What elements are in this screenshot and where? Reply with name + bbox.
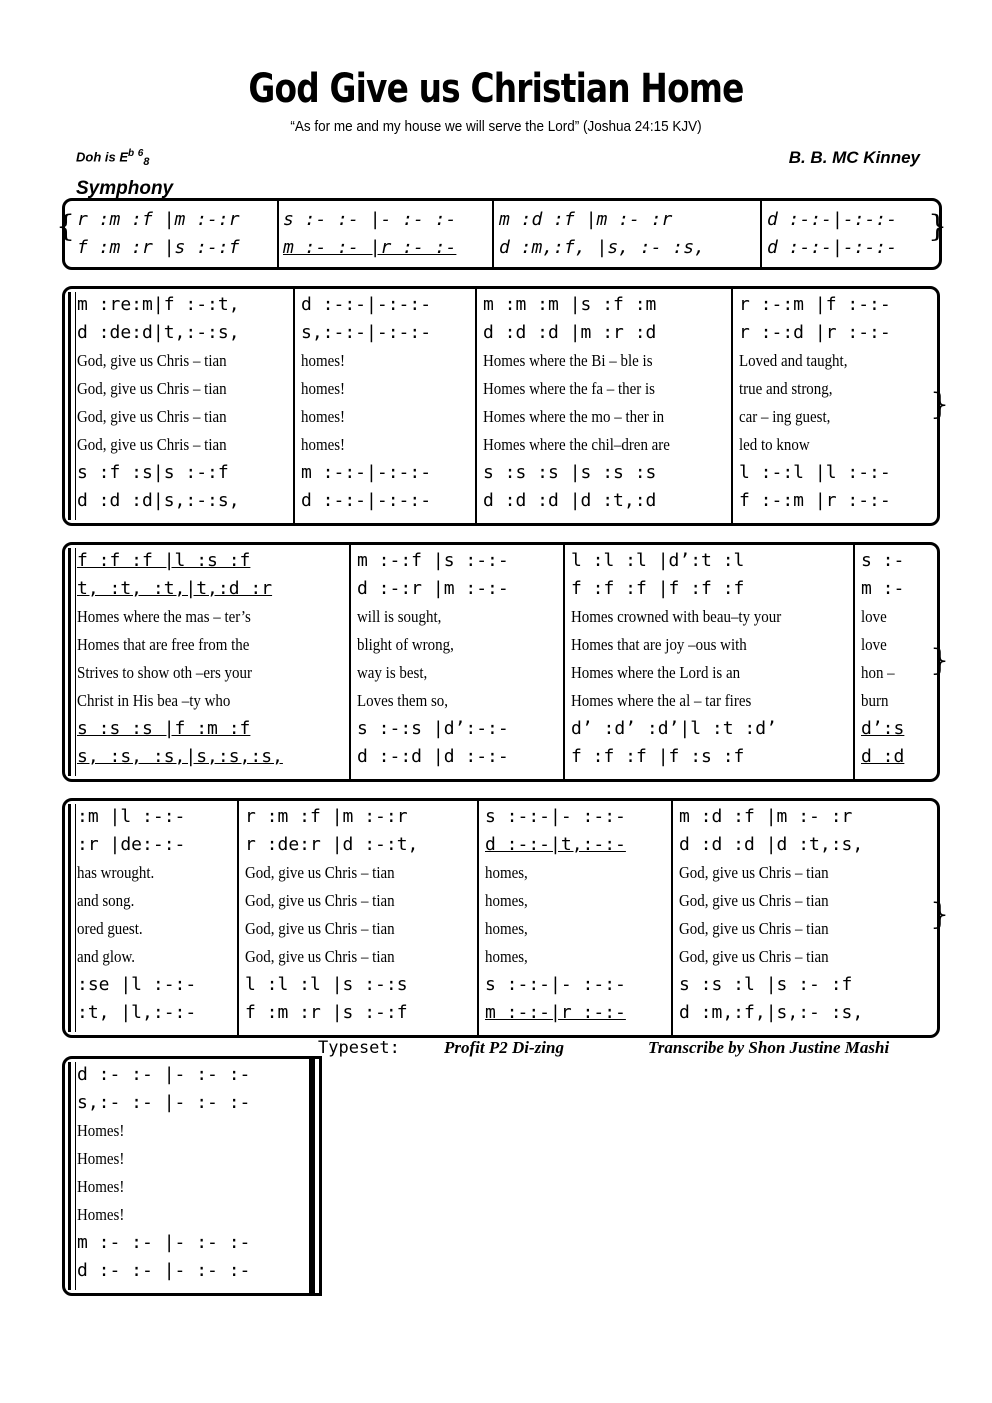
system-1-m3-tenor: s :s :s |s :s :s: [483, 462, 657, 483]
system-3-m4-verse-1: God, give us Chris – tian: [679, 863, 829, 882]
system-3-m4-bass: d :m,:f,|s,:- :s,: [679, 1002, 864, 1023]
system-2-m2-verse-1: will is sought,: [357, 607, 442, 626]
system-3-m4-soprano: m :d :f |m :- :r: [679, 806, 853, 827]
system-1-m3-bass: d :d :d |d :t,:d: [483, 490, 657, 511]
system-1-m2-bass: d :-:-|-:-:-: [301, 490, 432, 511]
system-2-m4-bass: d :d: [861, 746, 905, 767]
system-3-m4-verse-2: God, give us Chris – tian: [679, 891, 829, 910]
system-2-m4-soprano: s :-: [861, 550, 905, 571]
brace-right-1: }: [930, 387, 950, 422]
system-1-m3-verse-4: Homes where the chil–dren are: [483, 435, 670, 454]
system-3-m4-verse-3: God, give us Chris – tian: [679, 919, 829, 938]
system-3-m2-bass: f :m :r |s :-:f: [245, 1002, 408, 1023]
system-2-m4-alto: m :-: [861, 578, 905, 599]
system-2-m4-verse-4: burn: [861, 691, 889, 710]
system-1-m1-alto: d :de:d|t,:-:s,: [77, 322, 240, 343]
sym-bass-m2: m :- :- |r :- :-: [283, 237, 457, 258]
system-1-m3-alto: d :d :d |m :r :d: [483, 322, 657, 343]
system-1-m3-verse-1: Homes where the Bi – ble is: [483, 351, 653, 370]
system-1-m3-verse-2: Homes where the fa – ther is: [483, 379, 655, 398]
system-2-m2-alto: d :-:r |m :-:-: [357, 578, 509, 599]
brace-right-3: }: [930, 897, 950, 932]
system-4-m1-tenor: m :- :- |- :- :-: [77, 1232, 251, 1253]
system-2-m1-bass: s, :s, :s,|s,:s,:s,: [77, 746, 283, 767]
system-2-m1-alto: t, :t, :t,|t,:d :r: [77, 578, 273, 599]
system-1-m2-verse-1: homes!: [301, 351, 346, 370]
system-2-m3-verse-2: Homes that are joy –ous with: [571, 635, 747, 654]
system-1-m3-verse-3: Homes where the mo – ther in: [483, 407, 665, 426]
system-2-m1-verse-4: Christ in His bea –ty who: [77, 691, 231, 710]
system-2-m2-soprano: m :-:f |s :-:-: [357, 550, 509, 571]
typeset-name: Profit P2 Di-zing: [444, 1038, 564, 1057]
system-2-m3-verse-1: Homes crowned with beau–ty your: [571, 607, 782, 626]
composer: B. B. MC Kinney: [788, 148, 920, 167]
system-1-m1-verse-1: God, give us Chris – tian: [77, 351, 227, 370]
system-3: [62, 798, 940, 1038]
system-2-m1-verse-3: Strives to show oth –ers your: [77, 663, 252, 682]
system-2-m2-verse-3: way is best,: [357, 663, 428, 682]
system-2: [62, 542, 940, 782]
symphony-label: Symphony: [76, 178, 174, 199]
system-4-m1-alto: s,:- :- |- :- :-: [77, 1092, 251, 1113]
system-3-m3-verse-1: homes,: [485, 863, 528, 882]
system-3-m1-soprano: :m |l :-:-: [77, 806, 186, 827]
system-2-m3-bass: f :f :f |f :s :f: [571, 746, 745, 767]
system-1-m1-bass: d :d :d|s,:-:s,: [77, 490, 240, 511]
system-3-m1-alto: :r |de:-:-: [77, 834, 186, 855]
system-1-m2-tenor: m :-:-|-:-:-: [301, 462, 432, 483]
system-1-m1-verse-4: God, give us Chris – tian: [77, 435, 227, 454]
system-3-m3-alto: d :-:-|t,:-:-: [485, 834, 626, 855]
sym-soprano-m2: s :- :- |- :- :-: [283, 209, 457, 230]
system-2-m2-tenor: s :-:s |d’:-:-: [357, 718, 509, 739]
system-2-m4-tenor: d’:s: [861, 718, 905, 739]
system-3-m1-verse-3: ored guest.: [77, 919, 143, 938]
system-3-m3-bass: m :-:-|r :-:-: [485, 1002, 626, 1023]
system-1: [62, 286, 940, 526]
system-2-m4-verse-2: love: [861, 635, 887, 654]
symphony-system: [62, 198, 942, 270]
system-2-m3-alto: f :f :f |f :f :f: [571, 578, 745, 599]
system-2-m3-soprano: l :l :l |d’:t :l: [571, 550, 745, 571]
song-title: God Give us Christian Home: [248, 66, 744, 112]
system-3-m4-tenor: s :s :l |s :- :f: [679, 974, 853, 995]
system-2-m3-verse-3: Homes where the Lord is an: [571, 663, 741, 682]
brace-right-2: }: [930, 643, 950, 678]
system-2-m2-bass: d :-:d |d :-:-: [357, 746, 509, 767]
system-1-m4-verse-1: Loved and taught,: [739, 351, 848, 370]
system-1-m4-verse-2: true and strong,: [739, 379, 833, 398]
sym-soprano-m4: d :-:-|-:-:-: [767, 209, 898, 230]
key-signature: Doh is $E^b$ $^6_8$: [76, 148, 150, 168]
system-3-m2-tenor: l :l :l |s :-:s: [245, 974, 408, 995]
system-4-m1-verse-2: Homes!: [77, 1149, 125, 1168]
system-3-m2-verse-1: God, give us Chris – tian: [245, 863, 395, 882]
brace-left-sym: {: [56, 209, 76, 244]
system-1-m4-verse-3: car – ing guest,: [739, 407, 831, 426]
system-2-m2-verse-2: blight of wrong,: [357, 635, 454, 654]
system-2-m4-verse-1: love: [861, 607, 887, 626]
system-1-m2-alto: s,:-:-|-:-:-: [301, 322, 432, 343]
system-1-m4-soprano: r :-:m |f :-:-: [739, 294, 891, 315]
system-3-m3-soprano: s :-:-|- :-:-: [485, 806, 626, 827]
system-4-m1-soprano: d :- :- |- :- :-: [77, 1064, 251, 1085]
system-3-m1-bass: :t, |l,:-:-: [77, 1002, 197, 1023]
system-2-m3-tenor: d’ :d’ :d’|l :t :d’: [571, 718, 777, 739]
system-3-m4-alto: d :d :d |d :t,:s,: [679, 834, 864, 855]
system-3-m2-verse-4: God, give us Chris – tian: [245, 947, 395, 966]
transcriber: Transcribe by Shon Justine Mashi: [648, 1038, 890, 1057]
system-3-m3-tenor: s :-:-|- :-:-: [485, 974, 626, 995]
system-4-m1-verse-3: Homes!: [77, 1177, 125, 1196]
system-3-m2-verse-3: God, give us Chris – tian: [245, 919, 395, 938]
sym-bass-m1: f :m :r |s :-:f: [77, 237, 240, 258]
system-3-m3-verse-3: homes,: [485, 919, 528, 938]
system-2-m1-soprano: f :f :f |l :s :f: [77, 550, 251, 571]
sym-bass-m3: d :m,:f, |s, :- :s,: [499, 237, 705, 258]
system-4: [62, 1056, 322, 1296]
system-4-m1-bass: d :- :- |- :- :-: [77, 1260, 251, 1281]
system-3-m4-verse-4: God, give us Chris – tian: [679, 947, 829, 966]
system-3-m1-verse-4: and glow.: [77, 947, 136, 966]
typeset-label: Typeset:: [318, 1038, 400, 1058]
system-3-m2-verse-2: God, give us Chris – tian: [245, 891, 395, 910]
system-4-m1-verse-1: Homes!: [77, 1121, 125, 1140]
system-1-m1-verse-3: God, give us Chris – tian: [77, 407, 227, 426]
system-3-m3-verse-4: homes,: [485, 947, 528, 966]
system-1-m1-soprano: m :re:m|f :-:t,: [77, 294, 240, 315]
system-3-m1-verse-1: has wrought.: [77, 863, 155, 882]
system-1-m4-alto: r :-:d |r :-:-: [739, 322, 891, 343]
system-2-m2-verse-4: Loves them so,: [357, 691, 448, 710]
system-4-m1-verse-4: Homes!: [77, 1205, 125, 1224]
system-1-m2-verse-4: homes!: [301, 435, 346, 454]
system-2-m1-verse-2: Homes that are free from the: [77, 635, 250, 654]
system-3-m2-soprano: r :m :f |m :-:r: [245, 806, 408, 827]
sym-soprano-m1: r :m :f |m :-:r: [77, 209, 240, 230]
system-2-m1-verse-1: Homes where the mas – ter’s: [77, 607, 251, 626]
system-1-m1-tenor: s :f :s|s :-:f: [77, 462, 229, 483]
system-1-m4-tenor: l :-:l |l :-:-: [739, 462, 891, 483]
system-2-m1-tenor: s :s :s |f :m :f: [77, 718, 251, 739]
system-3-m2-alto: r :de:r |d :-:t,: [245, 834, 419, 855]
system-2-m4-verse-3: hon –: [861, 663, 895, 682]
system-1-m4-verse-4: led to know: [739, 435, 810, 454]
system-1-m2-verse-3: homes!: [301, 407, 346, 426]
scripture-subtitle: “As for me and my house we will serve the Lord” (Joshua 24:15 KJV): [290, 118, 702, 135]
system-3-m1-tenor: :se |l :-:-: [77, 974, 197, 995]
system-3-m3-verse-2: homes,: [485, 891, 528, 910]
system-1-m4-bass: f :-:m |r :-:-: [739, 490, 891, 511]
system-2-m3-verse-4: Homes where the al – tar fires: [571, 691, 752, 710]
sym-bass-m4: d :-:-|-:-:-: [767, 237, 898, 258]
system-1-m1-verse-2: God, give us Chris – tian: [77, 379, 227, 398]
system-1-m2-verse-2: homes!: [301, 379, 346, 398]
system-3-m1-verse-2: and song.: [77, 891, 135, 910]
brace-right-sym: }: [928, 209, 948, 244]
system-1-m3-soprano: m :m :m |s :f :m: [483, 294, 657, 315]
system-1-m2-soprano: d :-:-|-:-:-: [301, 294, 432, 315]
sym-soprano-m3: m :d :f |m :- :r: [499, 209, 673, 230]
